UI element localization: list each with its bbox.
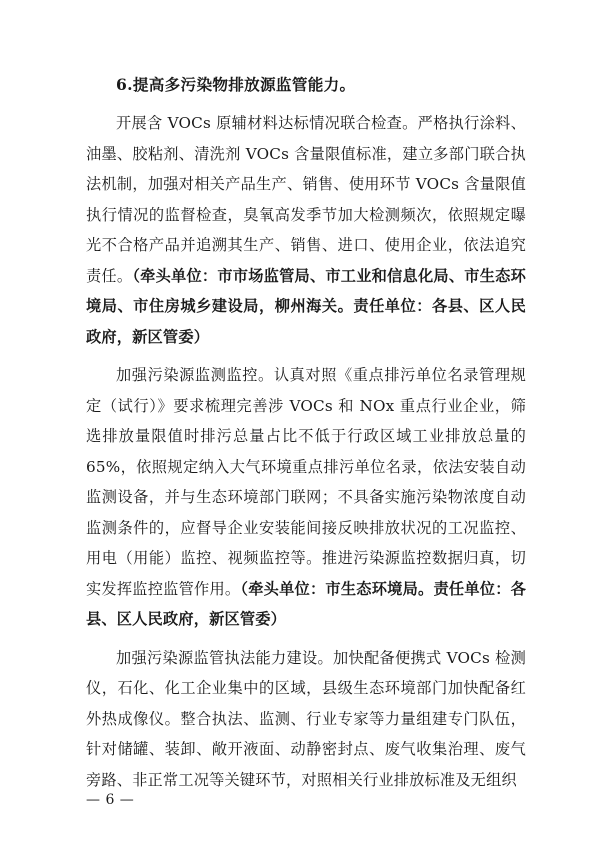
paragraph-text: 加强污染源监管执法能力建设。加快配备便携式 VOCs 检测仪，石化、化工企业集中的区域，县级生态环境部门加快配备红外热成像仪。整合执法、监测、行业专家等力量组建专门队伍，针对储罐、装卸、敞开液面、动静密封点、废气收集治理、废气旁路、非正常工况等关键环节，对照相关行业排放标准及无组织 [86, 648, 526, 789]
responsibility-note: （牵头单位：市生态环境局。责任单位：各县、区人民政府，新区管委） [86, 579, 527, 628]
paragraph-monitoring [86, 360, 526, 635]
paragraph-text: 加强污染源监测监控。认真对照《重点排污单位名录管理规定（试行）》要求梳理完善涉 VOCs 和 NOx 重点行业企业，筛选排放量限值时排污总量占比不低于行政区域工业排放总量的 65%，依照规定纳入大气环境重点排污单位名录，依法安装自动监测设备，并与生态环境部门联网；不具备实施污染物浓度自动监测条件的，应督导企业安装能间接反映排放状况的工况监控、用电（用能）监控、视频监控等。推进污染源监控数据归真，切实发挥监控监管作用。 [86, 366, 526, 598]
paragraph-text: 开展含 VOCs 原辅材料达标情况联合检查。严格执行涂料、油墨、胶粘剂、清洗剂 VOCs 含量限值标准，建立多部门联合执法机制，加强对相关产品生产、销售、使用环节 VOCs 含量限值执行情况的监督检查，臭氧高发季节加大检测频次，依照规定曝光不合格产品并追溯其生产、销售、进口、使用企业，依法追究责任。 [86, 114, 526, 285]
responsibility-note: （牵头单位：市市场监管局、市工业和信息化局、市生态环境局、市住房城乡建设局，柳州海关。责任单位：各县、区人民政府，新区管委） [86, 266, 526, 346]
page-number: — 6 — [86, 792, 135, 808]
document-body [86, 70, 526, 795]
paragraph-voc-inspection [86, 108, 526, 352]
paragraph-enforcement [86, 643, 526, 796]
section-heading: 6.提高多污染物排放源监管能力。 [116, 75, 356, 94]
